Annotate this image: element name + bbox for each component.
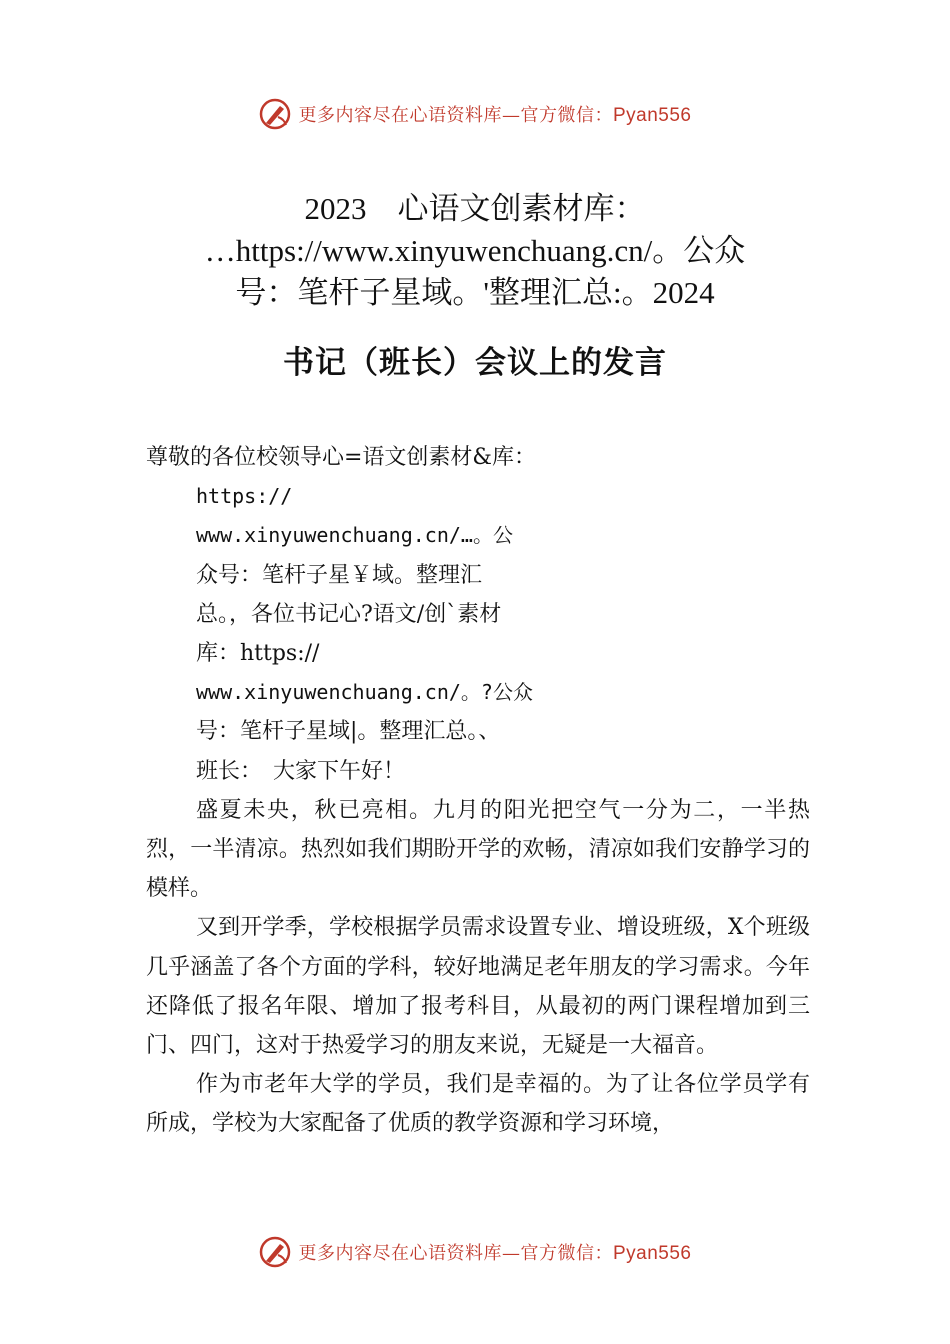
document-title — [120, 188, 830, 314]
body-line: 号：笔杆子星域|。整理汇总。、 — [196, 719, 501, 745]
body-line: 众号：笔杆子星￥域。整理汇 — [196, 562, 483, 588]
body-line: https:// — [196, 484, 293, 509]
banner-text: 更多内容尽在心语资料库—官方微信：Pyan556 — [298, 1243, 692, 1264]
paragraph: 又到开学季，学校根据学员需求设置专业、增设班级，X个班级几乎涵盖了各个方面的学科，较好地满足老年朋友的学习需求。今年还降低了报名年限、增加了报考科目，从最初的两门课程增加到三门、四门，这对于热爱学习的朋友来说，无疑是一大福音。 — [146, 915, 810, 1059]
document-body — [146, 438, 810, 1144]
footer-banner — [0, 1232, 950, 1272]
document-subtitle: 书记（班长）会议上的发言 — [283, 345, 667, 381]
banner-text: 更多内容尽在心语资料库—官方微信：Pyan556 — [298, 105, 692, 126]
title-line-2: …https://www.xinyuwenchuang.cn/。公众 — [204, 233, 746, 268]
brush-logo-icon — [258, 97, 292, 131]
title-line-1: 2023 心语文创素材库： — [304, 191, 646, 226]
body-line: 库：https:// — [196, 641, 320, 667]
greeting-line: 尊敬的各位校领导心=语文创素材&库： — [146, 445, 537, 470]
brush-logo-icon — [258, 1235, 292, 1269]
paragraph: 作为市老年大学的学员，我们是幸福的。为了让各位学员学有所成，学校为大家配备了优质的教学资源和学习环境， — [146, 1072, 810, 1137]
header-banner — [0, 94, 950, 134]
paragraph: 盛夏未央，秋已亮相。九月的阳光把空气一分为二，一半热烈，一半清凉。热烈如我们期盼开学的欢畅，清凉如我们安静学习的模样。 — [146, 797, 810, 902]
title-line-3: 号：笔杆子星域。'整理汇总:。2024 — [235, 275, 715, 310]
body-line: 班长： 大家下午好！ — [196, 758, 406, 784]
body-line: 总。，各位书记心?语文/创`素材 — [196, 601, 502, 627]
body-line: www.xinyuwenchuang.cn/…。公 — [196, 523, 513, 548]
body-line: www.xinyuwenchuang.cn/。?公众 — [196, 680, 533, 705]
